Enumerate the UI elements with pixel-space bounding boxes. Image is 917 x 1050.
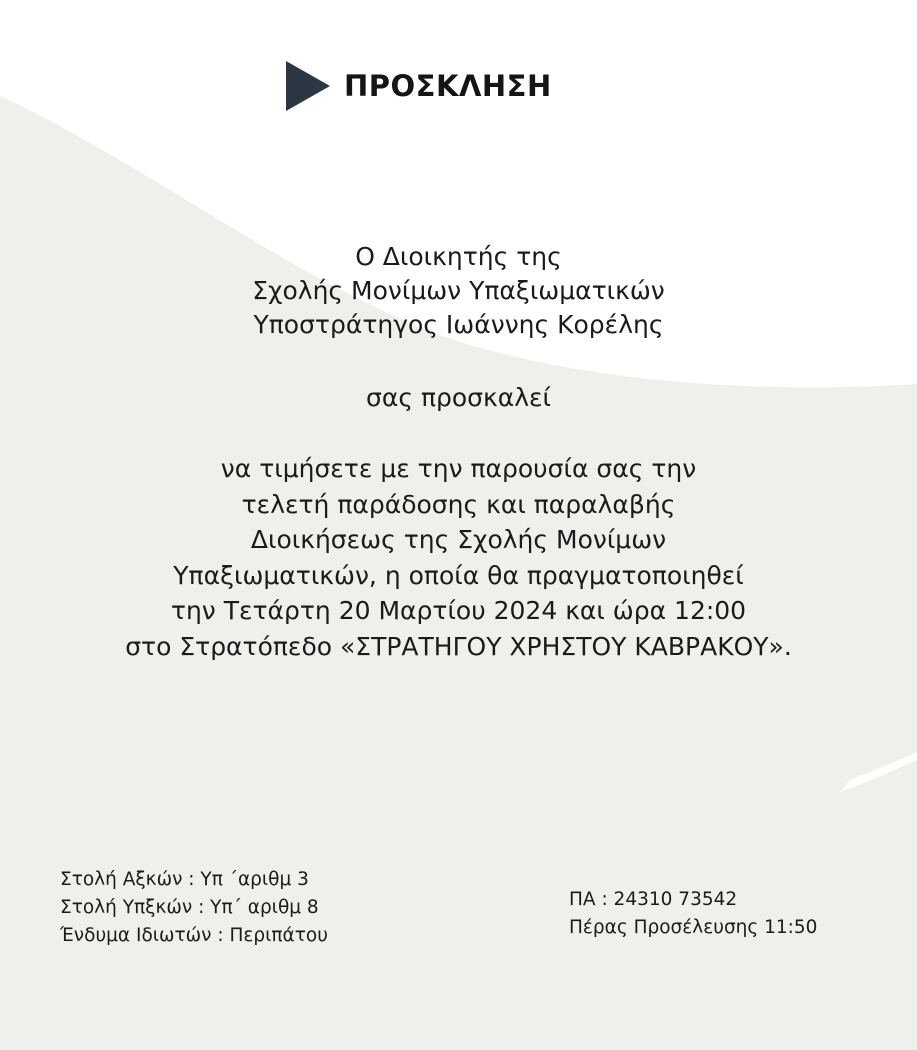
invite-block	[0, 381, 917, 415]
play-triangle-icon	[286, 61, 330, 111]
event-details	[0, 451, 917, 664]
dress-code-line: Στολή Αξκών : Υπ ΄αριθμ 3	[60, 869, 309, 890]
dress-code-line: Στολή Υπξκών : Υπ΄ αριθμ 8	[60, 897, 319, 918]
details-line: τελετή παράδοσης και παραλαβής	[241, 489, 676, 519]
dress-code-line: Ένδυμα Ιδιωτών : Περιπάτου	[60, 925, 328, 946]
page-title: ΠΡΟΣΚΛΗΣΗ	[344, 69, 552, 103]
details-line: στο Στρατόπεδο «ΣΤΡΑΤΗΓΟΥ ΧΡΗΣΤΟΥ ΚΑΒΡΑΚΟΥ».	[125, 631, 792, 661]
details-line: Διοικήσεως της Σχολής Μονίμων	[250, 525, 667, 554]
issuer-line-2: Σχολής Μονίμων Υπαξιωματικών	[252, 276, 665, 305]
details-line: Υπαξιωματικών, η οποία θα πραγματοποιηθεί	[173, 560, 744, 590]
details-line: την Τετάρτη 20 Μαρτίου 2024 και ώρα 12:00	[170, 596, 747, 625]
dress-code	[60, 866, 328, 950]
issuer-line-1: Ο Διοικητής της	[355, 242, 562, 271]
header	[286, 61, 552, 111]
details-line: να τιμήσετε με την παρουσία σας την	[220, 454, 697, 483]
issuer-block	[0, 240, 917, 342]
arrival-deadline: Πέρας Προσέλευσης 11:50	[569, 917, 818, 938]
issuer-line-3: Υποστράτηγος Ιωάννης Κορέλης	[253, 310, 664, 339]
contact-info	[569, 886, 817, 942]
contact-phone: ΠΑ : 24310 73542	[569, 889, 738, 910]
invite-text: σας προσκαλεί	[366, 383, 551, 412]
